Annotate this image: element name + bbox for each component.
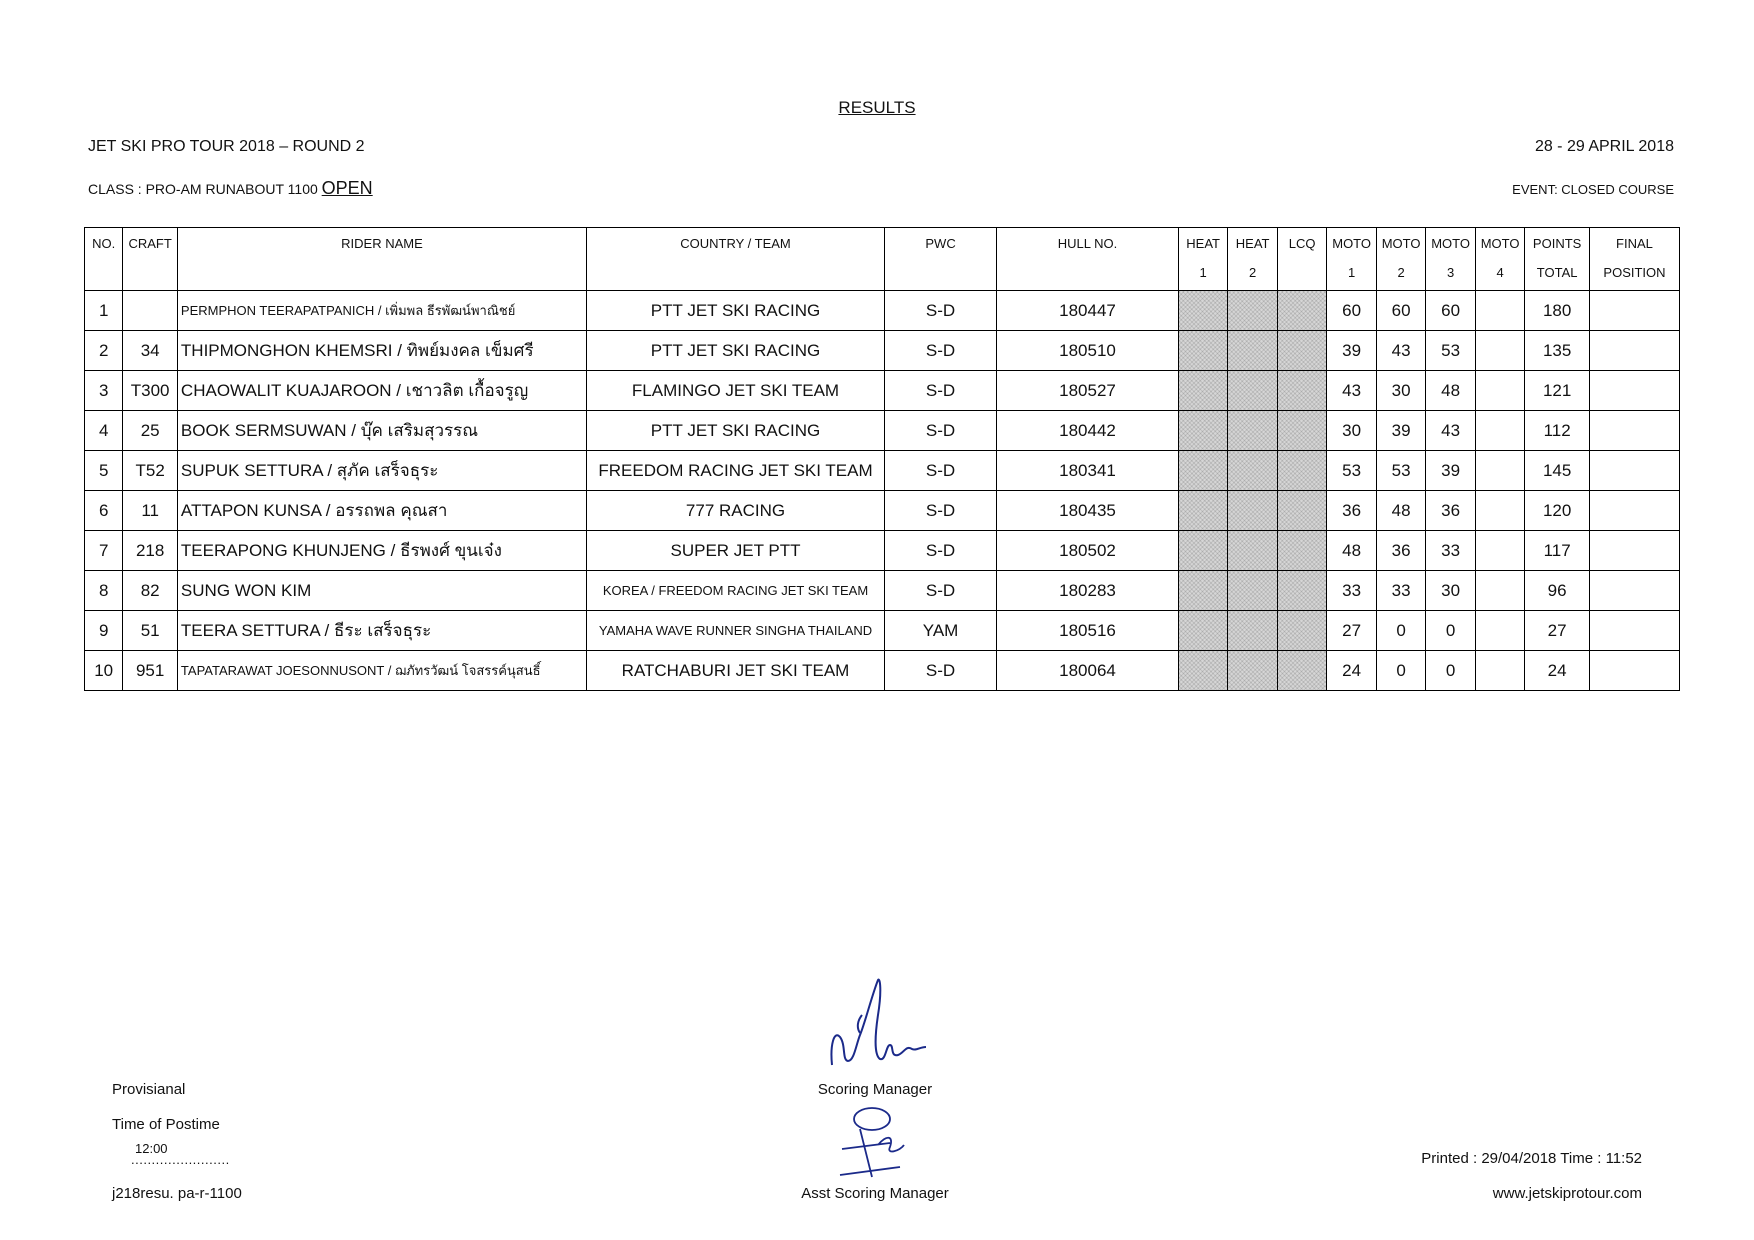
scoring-manager-label: Scoring Manager xyxy=(817,1081,933,1098)
final-position-cell xyxy=(1589,531,1679,571)
moto3-cell: 0 xyxy=(1426,611,1475,651)
rider-name-cell: THIPMONGHON KHEMSRI / ทิพย์มงคล เข็มศรี xyxy=(177,331,586,371)
column-header-line2: TOTAL xyxy=(1536,265,1578,280)
team-cell: RATCHABURI JET SKI TEAM xyxy=(587,651,885,691)
final-position-cell xyxy=(1589,611,1679,651)
moto2-cell: 0 xyxy=(1376,611,1425,651)
pwc-cell: S-D xyxy=(885,451,997,491)
team-cell: SUPER JET PTT xyxy=(587,531,885,571)
heat1-cell xyxy=(1178,291,1227,331)
no-cell: 1 xyxy=(85,291,123,331)
rider-name-cell: BOOK SERMSUWAN / บุ๊ค เสริมสุวรรณ xyxy=(177,411,586,451)
heat2-cell xyxy=(1228,611,1277,651)
moto3-cell: 48 xyxy=(1426,371,1475,411)
no-cell: 2 xyxy=(85,331,123,371)
moto4-cell xyxy=(1475,451,1524,491)
craft-cell: 951 xyxy=(123,651,178,691)
hull-no-cell: 180510 xyxy=(997,331,1179,371)
points-total-cell: 27 xyxy=(1525,611,1590,651)
column-header xyxy=(1228,228,1277,291)
column-header-line1: LCQ xyxy=(1288,236,1316,251)
column-header-line2: POSITION xyxy=(1603,265,1666,280)
points-total-cell: 112 xyxy=(1525,411,1590,451)
table-row xyxy=(85,371,1680,411)
pwc-cell: S-D xyxy=(885,291,997,331)
column-header xyxy=(1277,228,1326,291)
table-row xyxy=(85,451,1680,491)
hull-no-cell: 180442 xyxy=(997,411,1179,451)
moto1-cell: 43 xyxy=(1327,371,1376,411)
moto2-cell: 48 xyxy=(1376,491,1425,531)
moto2-cell: 60 xyxy=(1376,291,1425,331)
moto1-cell: 60 xyxy=(1327,291,1376,331)
moto4-cell xyxy=(1475,331,1524,371)
event-dates: 28 - 29 APRIL 2018 xyxy=(1534,138,1674,155)
column-header xyxy=(1178,228,1227,291)
team-cell: KOREA / FREEDOM RACING JET SKI TEAM xyxy=(587,571,885,611)
points-total-cell: 120 xyxy=(1525,491,1590,531)
team-cell: 777 RACING xyxy=(587,491,885,531)
column-header xyxy=(587,228,885,291)
column-header-line2: 1 xyxy=(1199,265,1207,280)
table-row xyxy=(85,491,1680,531)
team-cell: PTT JET SKI RACING xyxy=(587,331,885,371)
final-position-cell xyxy=(1589,651,1679,691)
column-header xyxy=(1327,228,1376,291)
pwc-cell: S-D xyxy=(885,371,997,411)
heat1-cell xyxy=(1178,491,1227,531)
pwc-cell: S-D xyxy=(885,331,997,371)
moto1-cell: 27 xyxy=(1327,611,1376,651)
column-header-line1: PWC xyxy=(925,236,956,251)
moto2-cell: 30 xyxy=(1376,371,1425,411)
moto4-cell xyxy=(1475,291,1524,331)
hull-no-cell: 180064 xyxy=(997,651,1179,691)
heat2-cell xyxy=(1228,531,1277,571)
column-header xyxy=(885,228,997,291)
moto3-cell: 43 xyxy=(1426,411,1475,451)
points-total-cell: 117 xyxy=(1525,531,1590,571)
heat2-cell xyxy=(1228,451,1277,491)
lcq-cell xyxy=(1277,411,1326,451)
lcq-cell xyxy=(1277,331,1326,371)
column-header-line2: 1 xyxy=(1348,265,1356,280)
column-header xyxy=(1426,228,1475,291)
column-header-line1: MOTO xyxy=(1381,236,1421,251)
points-total-cell: 180 xyxy=(1525,291,1590,331)
final-position-cell xyxy=(1589,291,1679,331)
no-cell: 8 xyxy=(85,571,123,611)
moto4-cell xyxy=(1475,371,1524,411)
lcq-cell xyxy=(1277,291,1326,331)
team-cell: PTT JET SKI RACING xyxy=(587,411,885,451)
column-header xyxy=(1475,228,1524,291)
no-cell: 7 xyxy=(85,531,123,571)
lcq-cell xyxy=(1277,571,1326,611)
lcq-cell xyxy=(1277,491,1326,531)
craft-cell: 11 xyxy=(123,491,178,531)
provisional-label: Provisianal xyxy=(112,1081,186,1098)
rider-name-cell: TAPATARAWAT JOESONNUSONT / ฌภัทรวัฒน์ โจสรรค์นุสนธิ์ xyxy=(177,651,586,691)
moto1-cell: 30 xyxy=(1327,411,1376,451)
moto4-cell xyxy=(1475,531,1524,571)
moto1-cell: 33 xyxy=(1327,571,1376,611)
moto4-cell xyxy=(1475,651,1524,691)
points-total-cell: 24 xyxy=(1525,651,1590,691)
hull-no-cell: 180341 xyxy=(997,451,1179,491)
table-row xyxy=(85,531,1680,571)
file-code: j218resu. pa-r-1100 xyxy=(112,1185,242,1202)
table-row xyxy=(85,411,1680,451)
heat2-cell xyxy=(1228,371,1277,411)
column-header-line1: CRAFT xyxy=(128,236,172,251)
craft-cell: 34 xyxy=(123,331,178,371)
craft-cell: 51 xyxy=(123,611,178,651)
rider-name-cell: TEERA SETTURA / ธีระ เสร็จธุระ xyxy=(177,611,586,651)
heat1-cell xyxy=(1178,571,1227,611)
no-cell: 3 xyxy=(85,371,123,411)
no-cell: 4 xyxy=(85,411,123,451)
final-position-cell xyxy=(1589,411,1679,451)
hull-no-cell: 180435 xyxy=(997,491,1179,531)
hull-no-cell: 180283 xyxy=(997,571,1179,611)
column-header-line1: NO. xyxy=(92,236,116,251)
table-row xyxy=(85,291,1680,331)
moto2-cell: 0 xyxy=(1376,651,1425,691)
pwc-cell: S-D xyxy=(885,651,997,691)
pwc-cell: S-D xyxy=(885,491,997,531)
heat2-cell xyxy=(1228,411,1277,451)
craft-cell xyxy=(123,291,178,331)
moto4-cell xyxy=(1475,491,1524,531)
team-cell: YAMAHA WAVE RUNNER SINGHA THAILAND xyxy=(587,611,885,651)
results-table xyxy=(84,227,1680,691)
scoring-manager-signature xyxy=(820,975,940,1075)
heat2-cell xyxy=(1228,651,1277,691)
rider-name-cell: TEERAPONG KHUNJENG / ธีรพงศ์ ขุนเจ๋ง xyxy=(177,531,586,571)
lcq-cell xyxy=(1277,611,1326,651)
rider-name-cell: PERMPHON TEERAPATPANICH / เพิ่มพล ธีรพัฒน์พาณิชย์ xyxy=(177,291,586,331)
craft-cell: 25 xyxy=(123,411,178,451)
final-position-cell xyxy=(1589,371,1679,411)
team-cell: FLAMINGO JET SKI TEAM xyxy=(587,371,885,411)
hull-no-cell: 180502 xyxy=(997,531,1179,571)
rider-name-cell: SUPUK SETTURA / สุภัค เสร็จธุระ xyxy=(177,451,586,491)
class-prefix: CLASS : PRO-AM RUNABOUT 1100 xyxy=(88,181,318,197)
lcq-cell xyxy=(1277,451,1326,491)
heat1-cell xyxy=(1178,371,1227,411)
moto3-cell: 36 xyxy=(1426,491,1475,531)
column-header xyxy=(1589,228,1679,291)
printed-info: Printed : 29/04/2018 Time : 11:52 xyxy=(1421,1150,1642,1167)
heat1-cell xyxy=(1178,531,1227,571)
column-header xyxy=(177,228,586,291)
column-header xyxy=(85,228,123,291)
moto2-cell: 36 xyxy=(1376,531,1425,571)
column-header-line1: COUNTRY / TEAM xyxy=(680,236,791,251)
page-title: RESULTS xyxy=(838,98,916,117)
asst-scoring-manager-label: Asst Scoring Manager xyxy=(801,1185,949,1202)
column-header-line1: MOTO xyxy=(1480,236,1520,251)
moto1-cell: 39 xyxy=(1327,331,1376,371)
column-header-line1: FINAL xyxy=(1616,236,1653,251)
moto2-cell: 39 xyxy=(1376,411,1425,451)
event-name: JET SKI PRO TOUR 2018 – ROUND 2 xyxy=(88,138,365,155)
craft-cell: 218 xyxy=(123,531,178,571)
heat1-cell xyxy=(1178,411,1227,451)
moto1-cell: 36 xyxy=(1327,491,1376,531)
class-open: OPEN xyxy=(321,178,373,198)
craft-cell: T52 xyxy=(123,451,178,491)
hull-no-cell: 180527 xyxy=(997,371,1179,411)
moto3-cell: 39 xyxy=(1426,451,1475,491)
moto1-cell: 53 xyxy=(1327,451,1376,491)
column-header-line1: MOTO xyxy=(1431,236,1470,251)
time-label: Time of Postime xyxy=(112,1116,220,1133)
column-header xyxy=(1525,228,1590,291)
moto4-cell xyxy=(1475,411,1524,451)
pwc-cell: S-D xyxy=(885,531,997,571)
time-dots: ........................ xyxy=(131,1152,230,1167)
event-type: EVENT: CLOSED COURSE xyxy=(1512,182,1674,197)
heat1-cell xyxy=(1178,451,1227,491)
column-header-line1: HEAT xyxy=(1186,236,1221,251)
moto3-cell: 30 xyxy=(1426,571,1475,611)
column-header xyxy=(997,228,1179,291)
points-total-cell: 135 xyxy=(1525,331,1590,371)
pwc-cell: S-D xyxy=(885,571,997,611)
column-header-line1: POINTS xyxy=(1532,236,1582,251)
points-total-cell: 145 xyxy=(1525,451,1590,491)
hull-no-cell: 180447 xyxy=(997,291,1179,331)
website-link[interactable]: www.jetskiprotour.com xyxy=(1492,1185,1642,1202)
craft-cell: 82 xyxy=(123,571,178,611)
moto4-cell xyxy=(1475,611,1524,651)
table-row xyxy=(85,571,1680,611)
moto3-cell: 53 xyxy=(1426,331,1475,371)
column-header-line2: 2 xyxy=(1249,265,1257,280)
heat1-cell xyxy=(1178,611,1227,651)
table-row xyxy=(85,331,1680,371)
heat2-cell xyxy=(1228,291,1277,331)
heat1-cell xyxy=(1178,331,1227,371)
asst-scoring-manager-signature xyxy=(820,1105,930,1185)
moto2-cell: 43 xyxy=(1376,331,1425,371)
column-header-line2: 3 xyxy=(1446,265,1455,280)
moto1-cell: 24 xyxy=(1327,651,1376,691)
time-value: 12:00 xyxy=(135,1141,168,1156)
points-total-cell: 96 xyxy=(1525,571,1590,611)
rider-name-cell: SUNG WON KIM xyxy=(177,571,586,611)
rider-name-cell: ATTAPON KUNSA / อรรถพล คุณสา xyxy=(177,491,586,531)
heat1-cell xyxy=(1178,651,1227,691)
pwc-cell: YAM xyxy=(885,611,997,651)
final-position-cell xyxy=(1589,331,1679,371)
pwc-cell: S-D xyxy=(885,411,997,451)
column-header-line2: 4 xyxy=(1496,265,1504,280)
rider-name-cell: CHAOWALIT KUAJAROON / เชาวลิต เกื้อจรูญ xyxy=(177,371,586,411)
moto4-cell xyxy=(1475,571,1524,611)
table-header-row xyxy=(85,228,1680,291)
heat2-cell xyxy=(1228,571,1277,611)
team-cell: FREEDOM RACING JET SKI TEAM xyxy=(587,451,885,491)
team-cell: PTT JET SKI RACING xyxy=(587,291,885,331)
class-label xyxy=(88,178,373,199)
column-header-line1: RIDER NAME xyxy=(341,236,423,251)
heat2-cell xyxy=(1228,491,1277,531)
hull-no-cell: 180516 xyxy=(997,611,1179,651)
no-cell: 5 xyxy=(85,451,123,491)
table-row xyxy=(85,651,1680,691)
no-cell: 10 xyxy=(85,651,123,691)
moto1-cell: 48 xyxy=(1327,531,1376,571)
column-header xyxy=(123,228,178,291)
moto3-cell: 0 xyxy=(1426,651,1475,691)
lcq-cell xyxy=(1277,371,1326,411)
moto2-cell: 33 xyxy=(1376,571,1425,611)
column-header-line1: MOTO xyxy=(1332,236,1371,251)
lcq-cell xyxy=(1277,531,1326,571)
column-header-line1: HEAT xyxy=(1235,236,1270,251)
moto3-cell: 33 xyxy=(1426,531,1475,571)
final-position-cell xyxy=(1589,571,1679,611)
craft-cell: T300 xyxy=(123,371,178,411)
column-header xyxy=(1376,228,1425,291)
moto2-cell: 53 xyxy=(1376,451,1425,491)
moto3-cell: 60 xyxy=(1426,291,1475,331)
column-header-line1: HULL NO. xyxy=(1057,236,1118,251)
column-header-line2: 2 xyxy=(1397,265,1405,280)
final-position-cell xyxy=(1589,491,1679,531)
lcq-cell xyxy=(1277,651,1326,691)
no-cell: 9 xyxy=(85,611,123,651)
no-cell: 6 xyxy=(85,491,123,531)
points-total-cell: 121 xyxy=(1525,371,1590,411)
final-position-cell xyxy=(1589,451,1679,491)
table-row xyxy=(85,611,1680,651)
heat2-cell xyxy=(1228,331,1277,371)
